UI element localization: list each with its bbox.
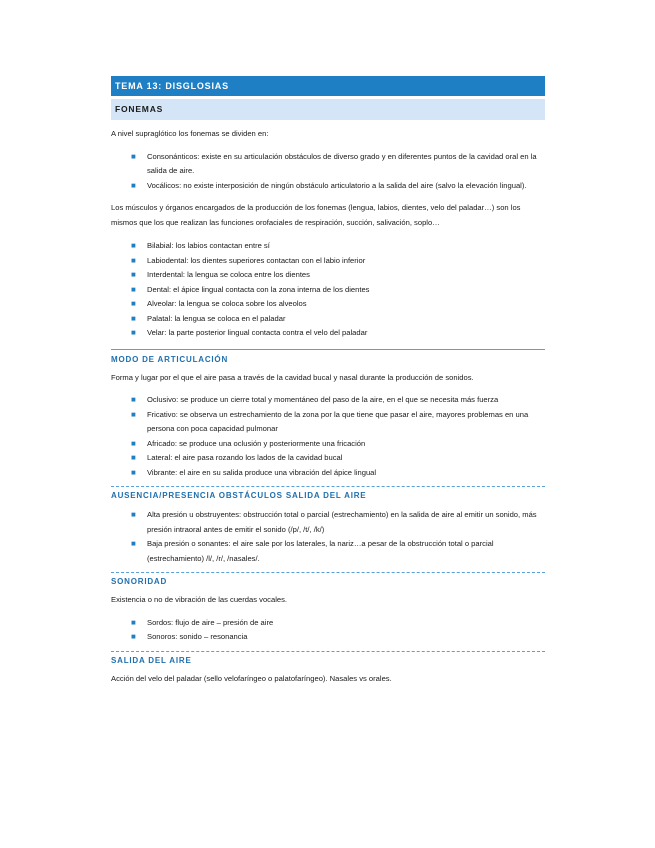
list-item: ■ Baja presión o sonantes: el aire sale por los laterales, la nariz…a pesar de la obstrucción total o parcial (estrechamiento) /l/, /r/, /nasales/. xyxy=(131,539,494,563)
bullet-icon: ■ xyxy=(131,151,136,161)
document-page xyxy=(111,76,545,686)
salida-paragraph: Acción del velo del paladar (sello velofaríngeo o palatofaríngeo). Nasales vs orales. xyxy=(111,673,392,683)
page-title: TEMA 13: DISGLOSIAS xyxy=(111,76,545,96)
fonemas-list xyxy=(111,150,545,194)
bullet-icon: ■ xyxy=(131,284,136,294)
articulation-points-list xyxy=(111,239,545,341)
list-item: ■ Alta presión u obstruyentes: obstrucción total o parcial (estrechamiento) en la salida de aire al emitir un sonido, más presión intraoral antes de emitir el sonido (/p/, /t/, /k/) xyxy=(131,510,537,534)
bullet-icon: ■ xyxy=(131,409,136,419)
modo-list xyxy=(111,393,545,480)
list-item: ■ Consonánticos: existe en su articulación obstáculos de diverso grado y en diferentes puntos de la cavidad oral en la salida de aire. xyxy=(131,151,537,175)
list-item: ■ Palatal: la lengua se coloca en el paladar xyxy=(111,312,545,327)
bullet-icon: ■ xyxy=(131,299,136,308)
sonoridad-paragraph: Existencia o no de vibración de las cuerdas vocales. xyxy=(111,595,288,604)
section-divider xyxy=(111,486,545,487)
list-item: ■ Interdental: la lengua se coloca entre los dientes xyxy=(111,268,545,283)
bullet-icon: ■ xyxy=(131,241,136,250)
section-divider xyxy=(111,651,545,652)
sonoridad-list xyxy=(111,616,545,645)
bullet-icon: ■ xyxy=(131,438,136,448)
list-item: ■ Africado: se produce una oclusión y posteriormente una fricación xyxy=(111,437,545,452)
list-item: ■ Bilabial: los labios contactan entre sí xyxy=(111,239,545,254)
list-item: ■ Oclusivo: se produce un cierre total y momentáneo del paso de la aire, en el que se necesita más fuerza xyxy=(111,393,545,408)
list-item: ■ Vocálicos: no existe interposición de ningún obstáculo articulatorio a la salida del aire (salvo la elevación lingual). xyxy=(111,179,545,194)
bullet-icon: ■ xyxy=(131,180,136,190)
list-item: ■ Labiodental: los dientes superiores contactan con el labio inferior xyxy=(111,254,545,269)
section-heading-fonemas: FONEMAS xyxy=(111,99,545,120)
ausencia-list xyxy=(111,508,545,566)
fonemas-paragraph: Los músculos y órganos encargados de la producción de los fonemas (lengua, labios, dientes, velo del paladar…) son los mismos que los que realizan las funciones orofaciales de respiración, succión, salivación, soplo… xyxy=(111,203,521,227)
bullet-icon: ■ xyxy=(131,453,136,462)
bullet-icon: ■ xyxy=(131,270,136,279)
list-item: ■ Alveolar: la lengua se coloca sobre los alveolos xyxy=(111,297,545,312)
section-heading-salida: SALIDA DEL AIRE xyxy=(111,655,192,665)
bullet-icon: ■ xyxy=(131,617,136,627)
bullet-icon: ■ xyxy=(131,255,136,265)
section-heading-ausencia: AUSENCIA/PRESENCIA OBSTÁCULOS SALIDA DEL AIRE xyxy=(111,491,367,500)
bullet-icon: ■ xyxy=(131,395,136,404)
modo-paragraph: Forma y lugar por el que el aire pasa a través de la cavidad bucal y nasal durante la producción de sonidos. xyxy=(111,372,474,382)
section-heading-sonoridad: SONORIDAD xyxy=(111,577,168,586)
list-item: ■ Sonoros: sonido – resonancia xyxy=(111,630,545,645)
bullet-icon: ■ xyxy=(131,467,136,477)
bullet-icon: ■ xyxy=(131,328,136,337)
list-item: ■ Fricativo: se observa un estrechamiento de la zona por la que tiene que pasar el aire, mayores problemas en una persona con poca capacidad pulmonar xyxy=(131,409,529,433)
list-item: ■ Velar: la parte posterior lingual contacta contra el velo del paladar xyxy=(111,326,545,341)
list-item: ■ Vibrante: el aire en su salida produce una vibración del ápice lingual xyxy=(111,466,545,481)
section-heading-modo: MODO DE ARTICULACIÓN xyxy=(111,354,229,364)
bullet-icon: ■ xyxy=(131,539,136,548)
fonemas-intro: A nivel supraglótico los fonemas se dividen en: xyxy=(111,129,269,138)
section-divider xyxy=(111,572,545,573)
list-item: ■ Dental: el ápice lingual contacta con la zona interna de los dientes xyxy=(111,283,545,298)
bullet-icon: ■ xyxy=(131,313,136,323)
list-item: ■ Sordos: flujo de aire – presión de aire xyxy=(111,616,545,631)
list-item: ■ Lateral: el aire pasa rozando los lados de la cavidad bucal xyxy=(111,451,545,466)
section-divider xyxy=(111,349,545,350)
bullet-icon: ■ xyxy=(131,510,136,519)
bullet-icon: ■ xyxy=(131,632,136,641)
